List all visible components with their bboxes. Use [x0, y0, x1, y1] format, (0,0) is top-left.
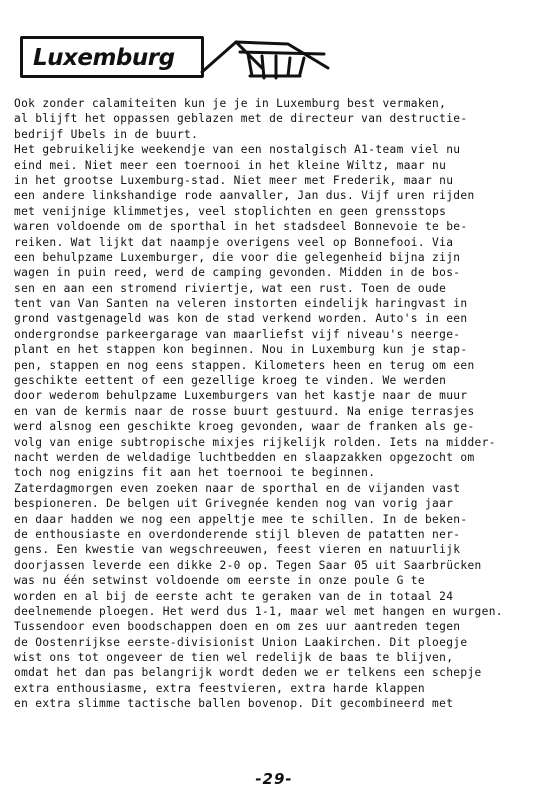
- text-line: waren voldoende om de sporthal in het stadsdeel Bonnevoie te be-: [14, 220, 468, 234]
- text-line: tent van Van Santen na veleren instorten eindelijk haringvast in: [14, 297, 468, 311]
- text-line: toch nog enigzins fit aan het toernooi te beginnen.: [14, 466, 376, 480]
- bridge-logo-icon: [200, 30, 330, 82]
- text-line: doorjassen leverde een dikke 2-0 op. Tegen Saar 05 uit Saarbrücken: [14, 558, 482, 572]
- text-line: en van de kermis naar de rosse buurt gestuurd. Na enige terrasjes: [14, 404, 475, 418]
- text-line: plant en het stappen kon beginnen. Nou in Luxemburg kun je stap-: [14, 343, 468, 357]
- text-line: Ook zonder calamiteiten kun je je in Luxemburg best vermaken,: [14, 97, 447, 110]
- text-line: in het grootse Luxemburg-stad. Niet meer met Frederik, maar nu: [14, 173, 454, 187]
- text-line: al blijft het oppassen geblazen met de directeur van destructie-: [14, 112, 468, 126]
- text-line: extra enthousiasme, extra feestvieren, extra harde klappen: [14, 681, 425, 695]
- text-line: werd alsnog een geschikte kroeg gevonden, waar de franken als ge-: [14, 420, 475, 434]
- text-line: met venijnige klimmetjes, veel stoplichten en geen grensstops: [14, 204, 447, 218]
- text-line: Tussendoor even boodschappen doen en om zes uur aantreden tegen: [14, 620, 461, 634]
- page-number: -29-: [255, 770, 293, 788]
- text-line: pen, stappen en nog eens stappen. Kilometers heen en terug om een: [14, 358, 475, 372]
- text-line: omdat het dan pas belangrijk wordt deden we er telkens een schepje: [14, 666, 482, 680]
- text-line: en daar hadden we nog een appeltje mee te schillen. In de beken-: [14, 512, 468, 526]
- text-line: gens. Een kwestie van wegschreeuwen, feest vieren en natuurlijk: [14, 543, 461, 557]
- text-line: reiken. Wat lijkt dat naampje overigens veel op Bonnefooi. Via: [14, 235, 454, 249]
- text-line: wist ons tot ongeveer de tien wel redelijk de baas te blijven,: [14, 651, 454, 665]
- article-body: [14, 96, 544, 712]
- text-line: wagen in puin reed, werd de camping gevonden. Midden in de bos-: [14, 266, 461, 280]
- section-title: Luxemburg: [33, 45, 175, 71]
- section-title-box: [20, 36, 204, 78]
- text-line: grond vastgenageld was kon de stad verkend worden. Auto's in een: [14, 312, 468, 326]
- text-line: volg van enige subtropische mixjes rijkelijk rolden. Iets na midder-: [14, 435, 496, 449]
- text-line: bedrijf Ubels in de buurt.: [14, 127, 199, 141]
- text-line: een andere linkshandige rode aanvaller, Jan dus. Vijf uren rijden: [14, 189, 475, 203]
- text-line: eind mei. Niet meer een toernooi in het kleine Wiltz, maar nu: [14, 158, 447, 172]
- text-line: door wederom behulpzame Luxemburgers van het kastje naar de muur: [14, 389, 468, 403]
- text-line: een behulpzame Luxemburger, die voor die gelegenheid bijna zijn: [14, 250, 461, 264]
- text-line: de enthousiaste en overdonderende stijl bleven de patatten ner-: [14, 527, 461, 541]
- text-line: geschikte eettent of een gezellige kroeg te vinden. We werden: [14, 374, 447, 388]
- text-line: deelnemende ploegen. Het werd dus 1-1, maar wel met hangen en wurgen.: [14, 604, 503, 618]
- text-line: nacht werden de weldadige luchtbedden en slaapzakken opgezocht om: [14, 450, 475, 464]
- text-line: de Oostenrijkse eerste-divisionist Union Laakirchen. Dit ploegje: [14, 635, 468, 649]
- text-line: Het gebruikelijke weekendje van een nostalgisch A1-team viel nu: [14, 143, 461, 157]
- text-line: sen en aan een stromend riviertje, wat een rust. Toen de oude: [14, 281, 447, 295]
- text-line: worden en al bij de eerste acht te geraken van de in totaal 24: [14, 589, 454, 603]
- text-line: was nu één setwinst voldoende om eerste in onze poule G te: [14, 574, 425, 588]
- text-line: ondergrondse parkeergarage van maarliefst vijf niveau's neerge-: [14, 327, 461, 341]
- text-line: en extra slimme tactische ballen bovenop. Dit gecombineerd met: [14, 697, 454, 711]
- text-line: Zaterdagmorgen even zoeken naar de sporthal en de vijanden vast: [14, 481, 461, 495]
- text-line: bespioneren. De belgen uit Grivegnée kenden nog van vorig jaar: [14, 497, 454, 511]
